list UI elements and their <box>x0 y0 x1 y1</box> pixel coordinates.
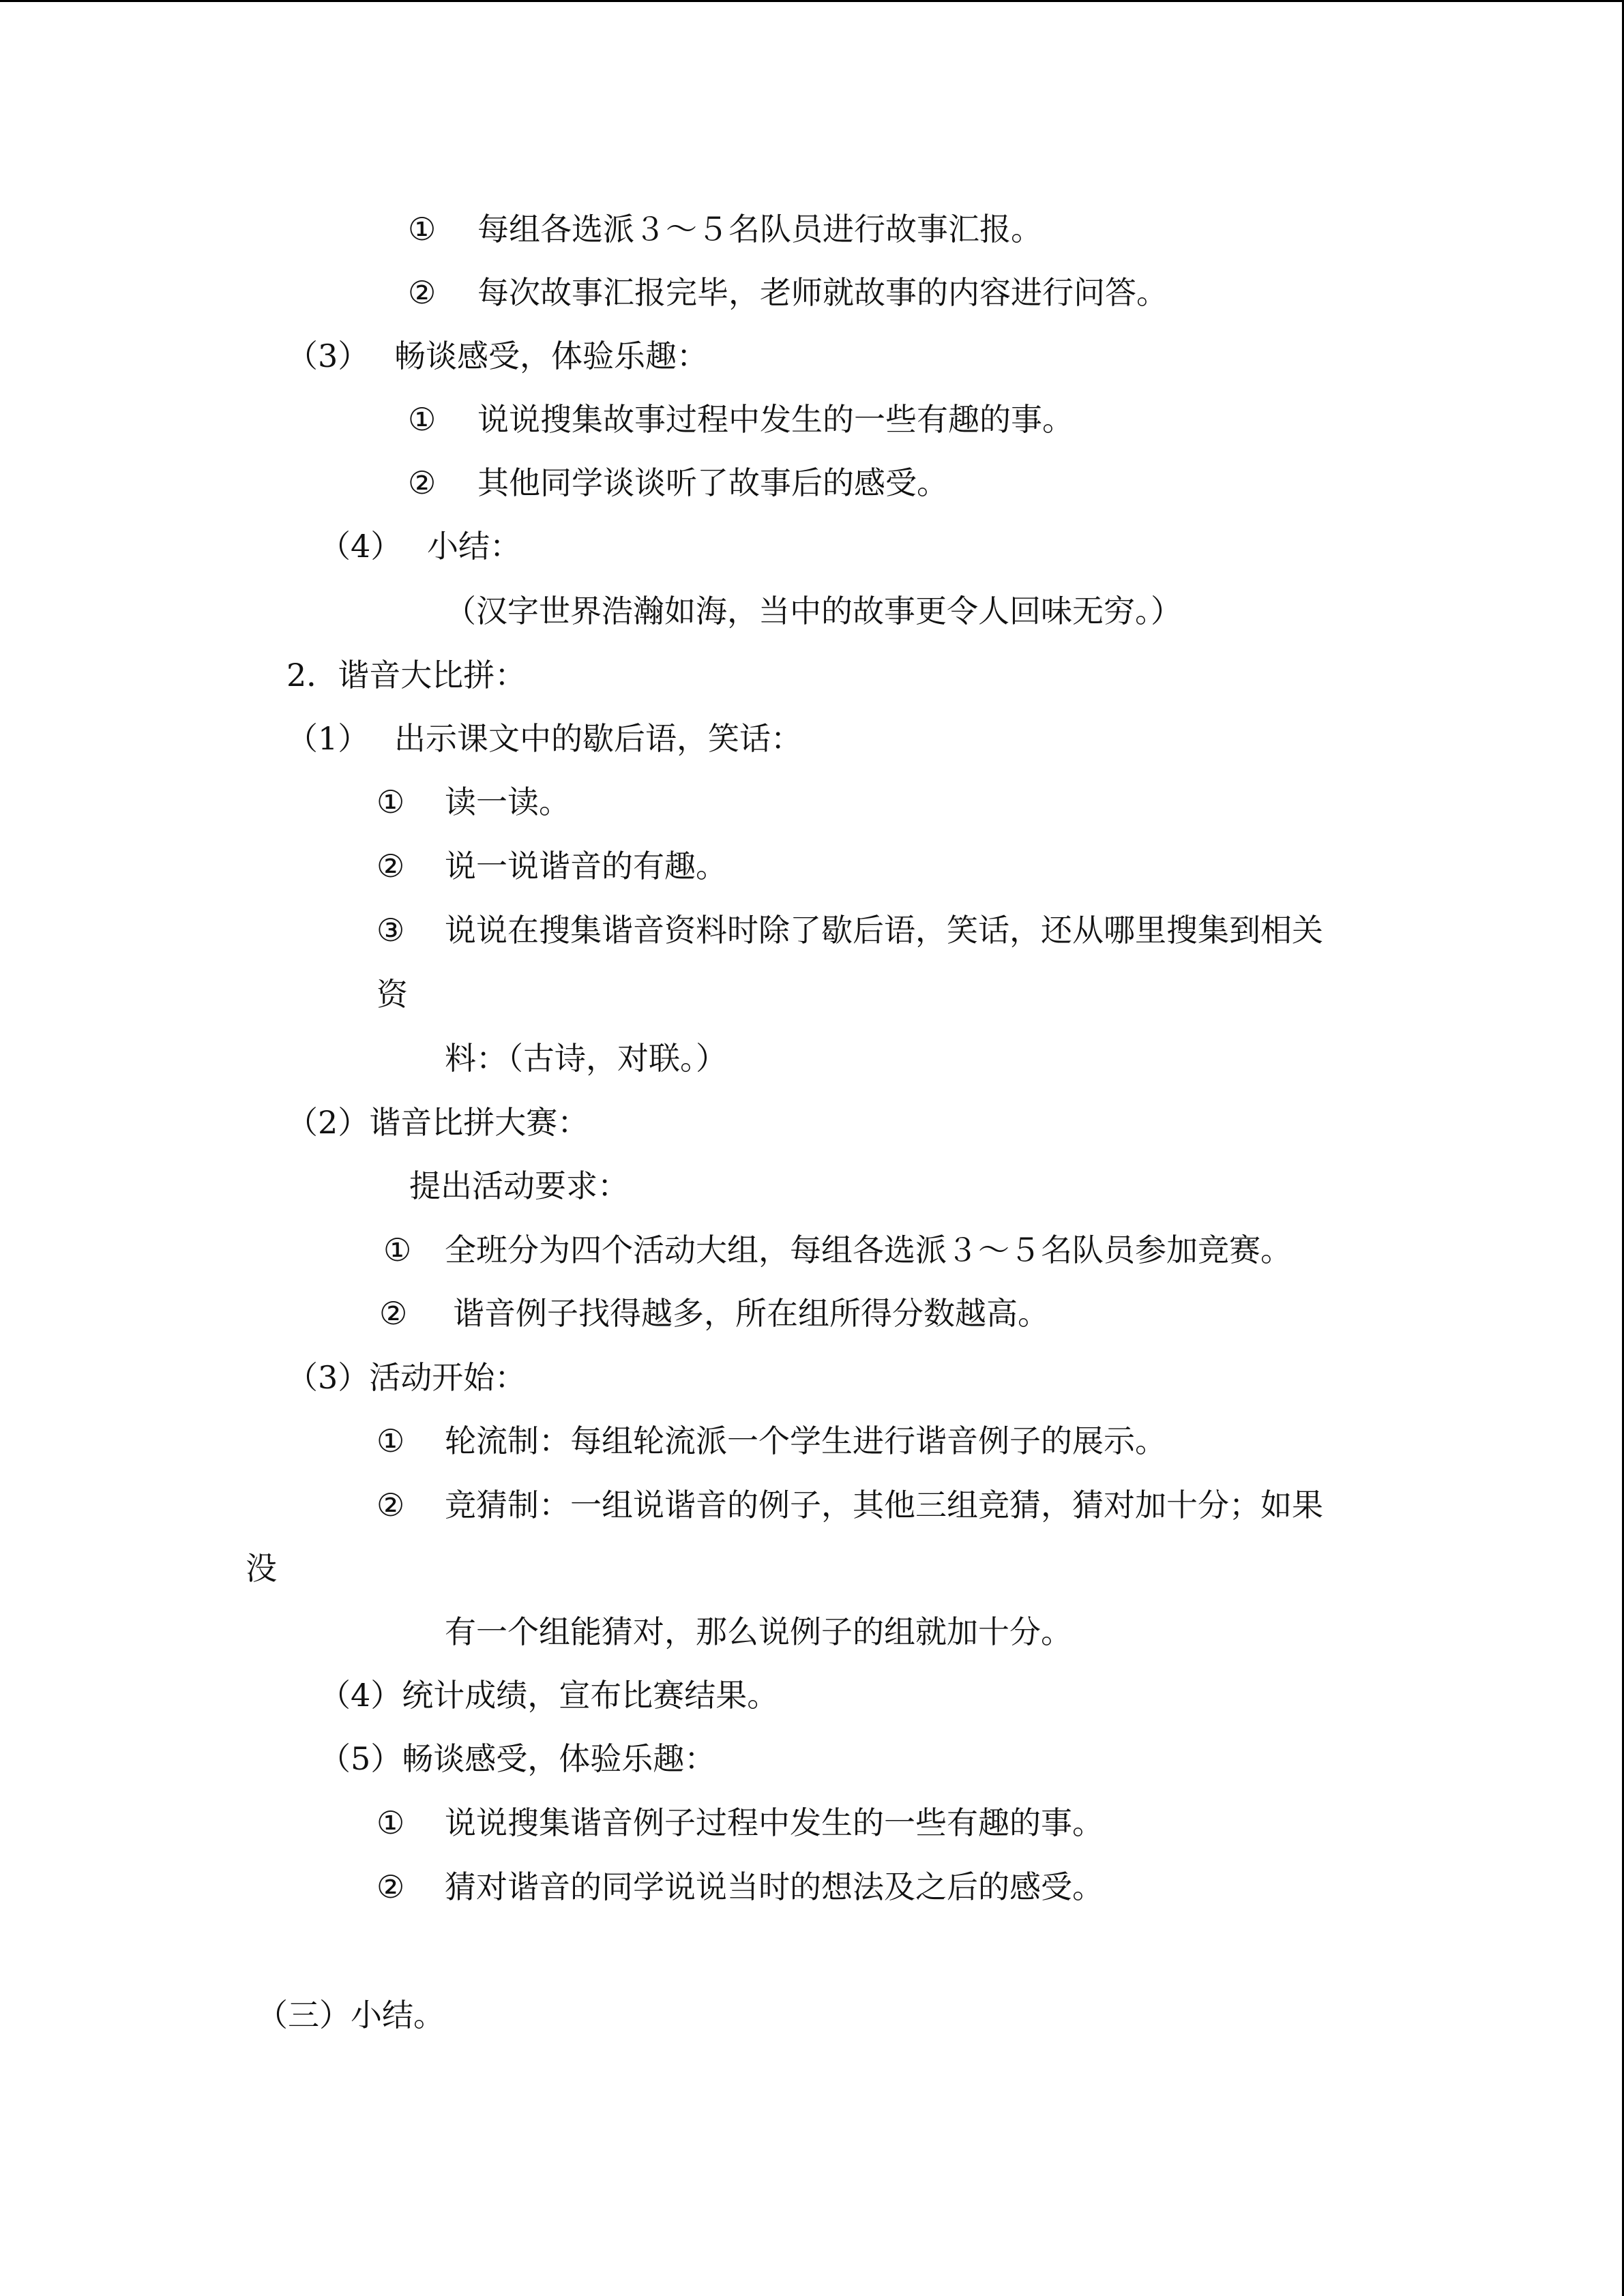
doc-line <box>246 1548 277 1589</box>
doc-line <box>408 209 1042 250</box>
line-text: 说说在搜集谐音资料时除了歇后语，笑话，还从哪里搜集到相关 <box>445 912 1323 949</box>
list-marker: ① <box>408 211 437 248</box>
list-marker: ③ <box>377 912 405 949</box>
line-text: （5）畅谈感受，体验乐趣： <box>319 1740 716 1777</box>
line-text: 轮流制：每组轮流派一个学生进行谐音例子的展示。 <box>445 1422 1166 1459</box>
line-text: 提出活动要求： <box>409 1167 629 1204</box>
line-text: （三）小结。 <box>256 1997 445 2033</box>
doc-line <box>319 1738 715 1779</box>
line-text: 每次故事汇报完毕，老师就故事的内容进行问答。 <box>477 274 1168 311</box>
doc-line <box>377 910 1323 951</box>
doc-line <box>319 1675 778 1716</box>
line-text: 说说搜集谐音例子过程中发生的一些有趣的事。 <box>445 1804 1104 1841</box>
doc-line <box>256 1995 445 2036</box>
line-text: 畅谈感受，体验乐趣： <box>394 338 708 374</box>
list-marker: ① <box>408 401 437 438</box>
doc-line <box>445 1038 727 1079</box>
doc-line <box>286 1102 589 1143</box>
line-text: 料：（古诗，对联。） <box>445 1040 727 1077</box>
doc-line <box>377 1802 1104 1843</box>
list-marker: ② <box>408 464 437 501</box>
list-marker: ② <box>408 274 437 311</box>
line-text: 小结： <box>427 528 521 565</box>
doc-line <box>409 1165 629 1206</box>
line-text: 说说搜集故事过程中发生的一些有趣的事。 <box>477 401 1074 438</box>
doc-line <box>286 655 526 696</box>
list-marker: ② <box>379 1295 408 1332</box>
doc-line <box>377 781 570 822</box>
doc-line <box>377 974 408 1015</box>
doc-line <box>408 272 1168 313</box>
doc-line <box>377 1866 1104 1907</box>
list-marker: ② <box>377 1868 405 1905</box>
doc-line <box>319 526 521 567</box>
doc-line <box>286 1357 526 1398</box>
list-marker: ① <box>383 1232 412 1268</box>
line-text: 读一读。 <box>445 784 570 820</box>
line-text: 资 <box>377 976 408 1013</box>
doc-line <box>286 336 708 376</box>
line-text: 有一个组能猜对，那么说例子的组就加十分。 <box>445 1613 1072 1650</box>
line-text: 谐音例子找得越多，所在组所得分数越高。 <box>453 1295 1049 1332</box>
list-marker: （1） <box>286 720 370 757</box>
line-text: 全班分为四个活动大组，每组各选派３～５名队员参加竞赛。 <box>445 1232 1292 1268</box>
list-marker: ① <box>377 784 405 820</box>
line-text: （4）统计成绩，宣布比赛结果。 <box>319 1677 779 1714</box>
list-marker: ② <box>377 1487 405 1523</box>
doc-line <box>377 1485 1323 1525</box>
line-text: （汉字世界浩瀚如海，当中的故事更令人回味无穷。） <box>445 593 1182 629</box>
doc-line <box>377 1420 1166 1461</box>
page-top-border <box>0 0 1624 2</box>
line-text: 出示课文中的歇后语，笑话： <box>394 720 802 757</box>
list-marker: ① <box>377 1804 405 1841</box>
doc-line <box>383 1229 1292 1270</box>
list-marker: ② <box>377 848 405 884</box>
line-text: 其他同学谈谈听了故事后的感受。 <box>477 464 948 501</box>
line-text: 没 <box>246 1550 277 1587</box>
list-marker: ① <box>377 1422 405 1459</box>
line-text: （3）活动开始： <box>286 1359 527 1396</box>
line-text: 猜对谐音的同学说说当时的想法及之后的感受。 <box>445 1868 1104 1905</box>
list-marker: （4） <box>319 528 402 565</box>
doc-line <box>286 718 802 759</box>
doc-line <box>408 399 1074 440</box>
doc-line <box>408 462 948 503</box>
line-text: 说一说谐音的有趣。 <box>445 848 727 884</box>
doc-line <box>377 846 727 886</box>
line-text: （2）谐音比拼大赛： <box>286 1104 589 1141</box>
list-marker: （3） <box>286 338 370 374</box>
doc-line <box>379 1293 1049 1334</box>
doc-line <box>445 1611 1072 1652</box>
line-text: 竞猜制：一组说谐音的例子，其他三组竞猜，猜对加十分；如果 <box>445 1487 1323 1523</box>
line-text: 每组各选派３～５名队员进行故事汇报。 <box>477 211 1042 248</box>
doc-line <box>445 591 1182 631</box>
line-text: 2．谐音大比拼： <box>286 657 527 694</box>
